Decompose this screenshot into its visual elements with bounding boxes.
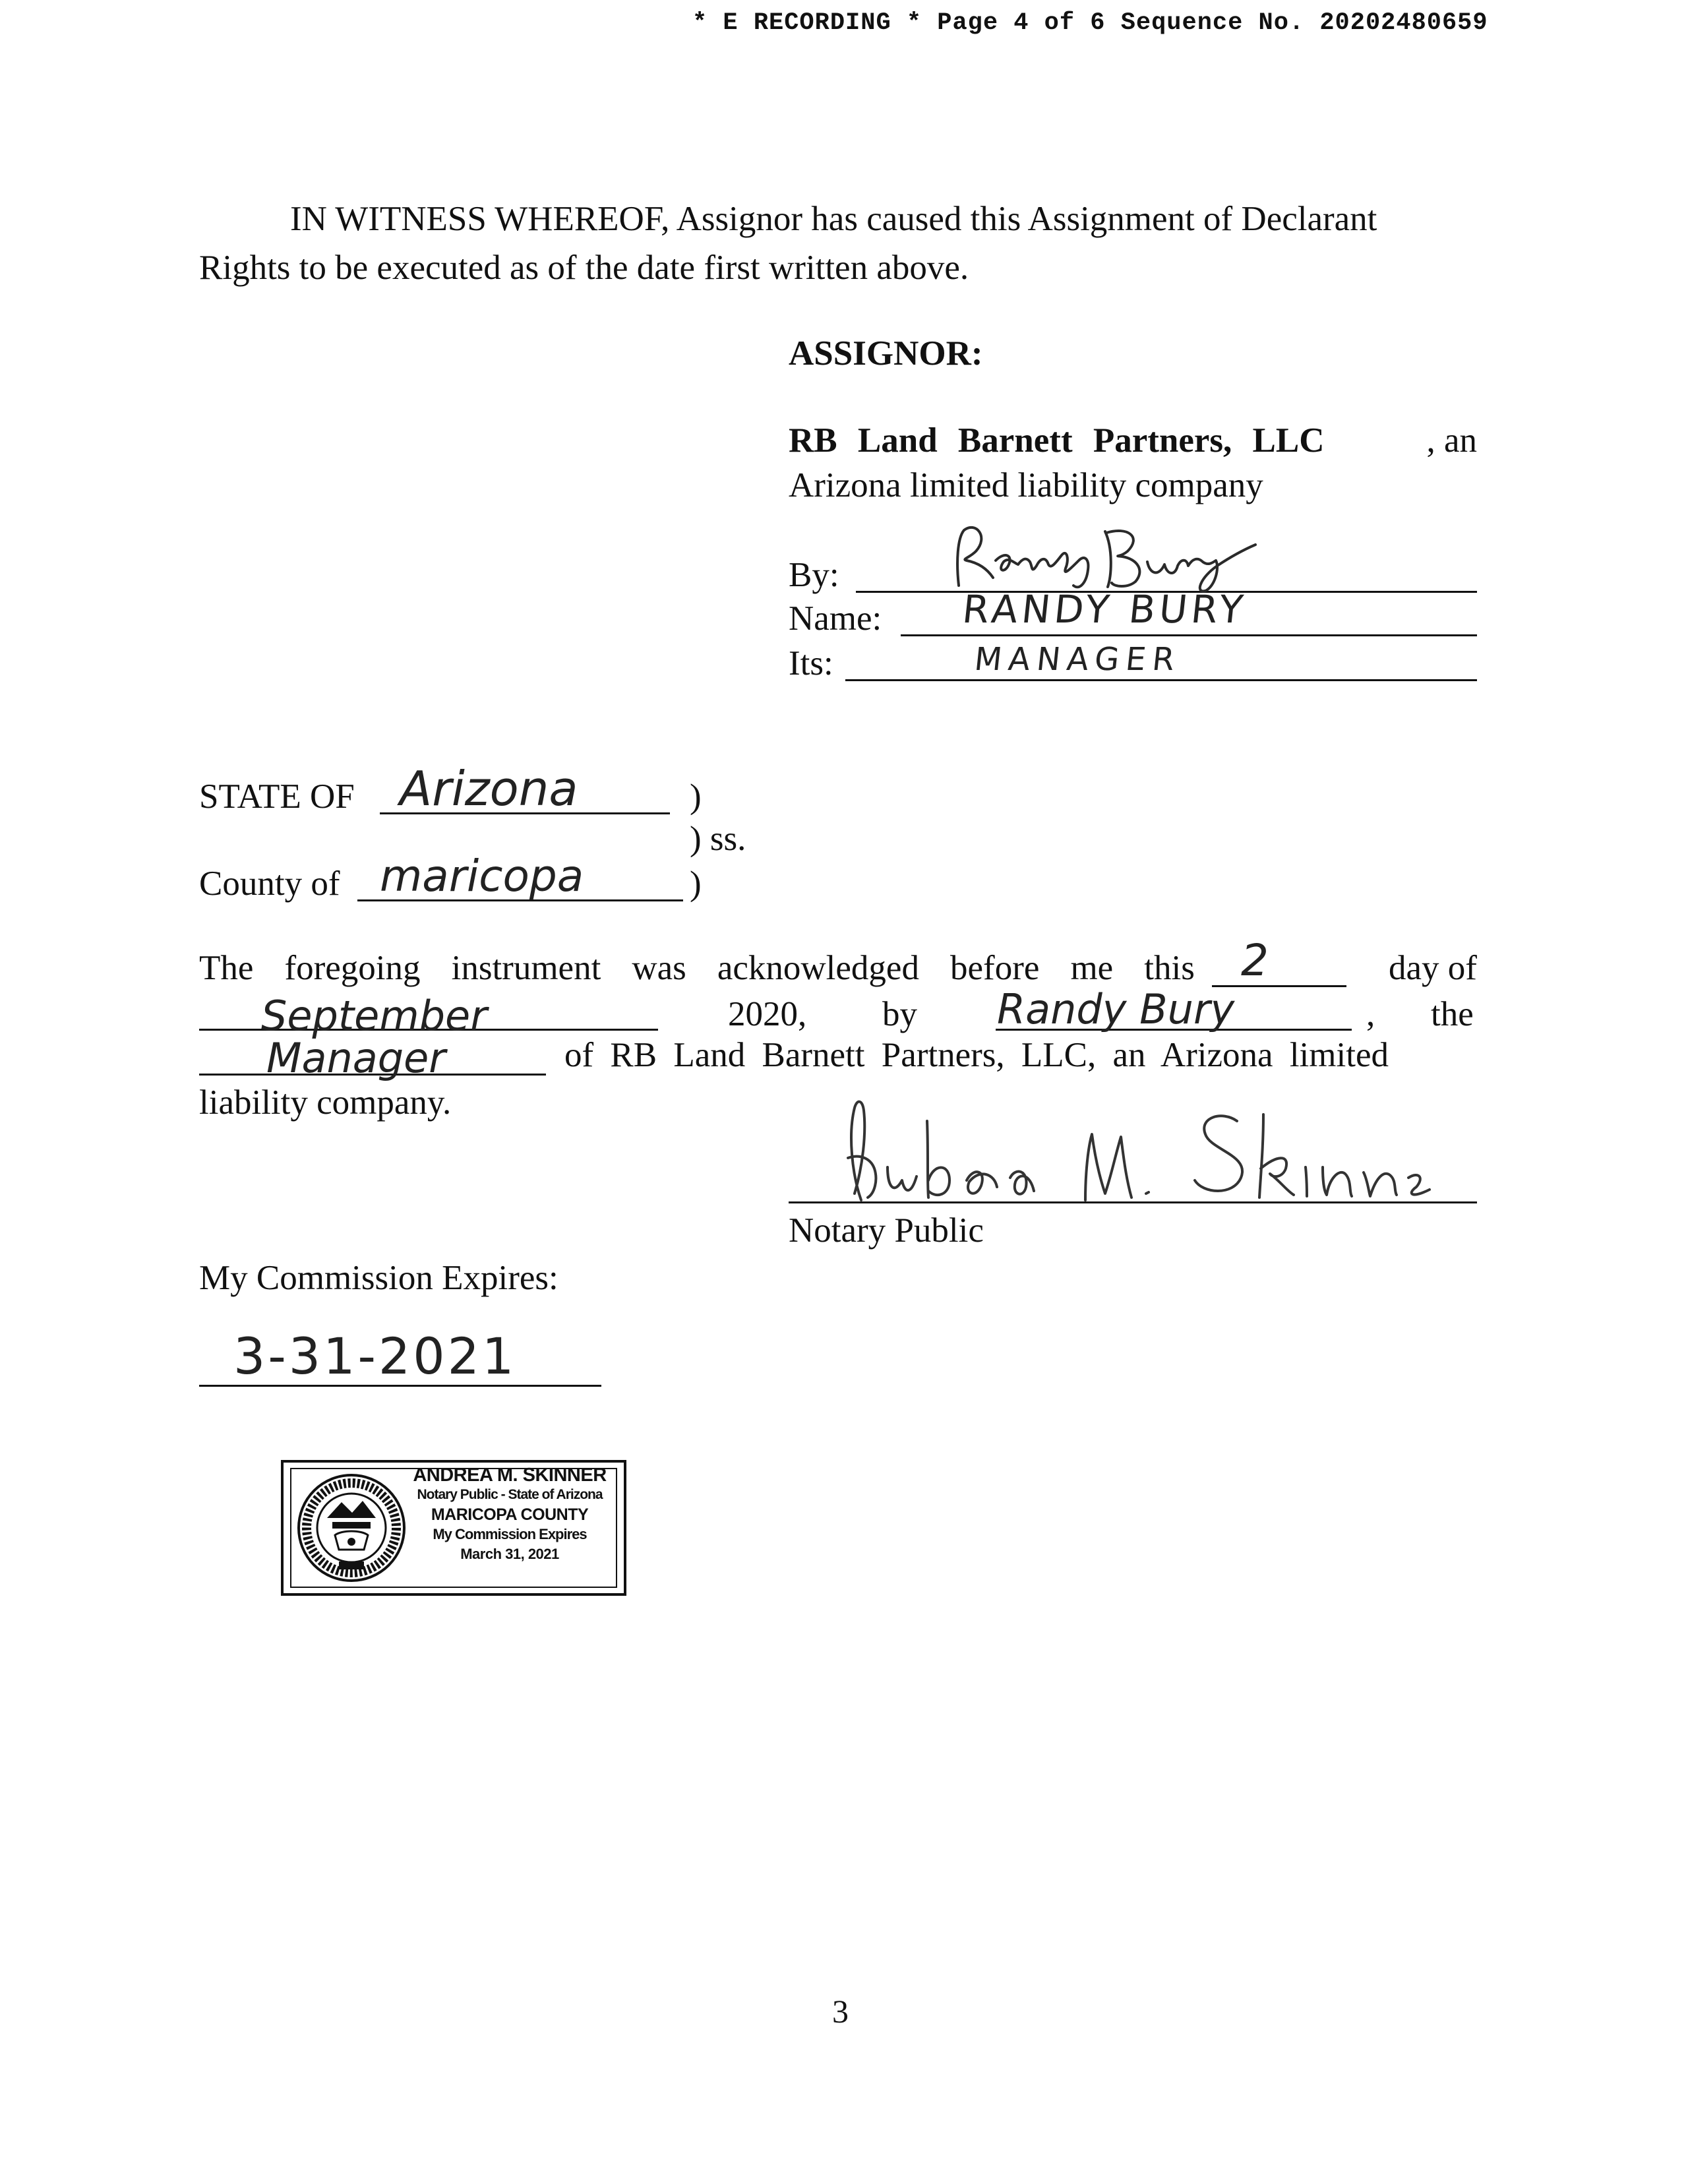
county-handwritten: maricopa (380, 851, 584, 901)
notary-public-label: Notary Public (789, 1211, 984, 1250)
assignor-heading: ASSIGNOR: (789, 334, 983, 373)
comma: , (1366, 995, 1375, 1033)
ack-word: foregoing (284, 949, 421, 987)
ack-word: The (199, 949, 254, 987)
county-label: County of (199, 864, 340, 903)
stamp-text-block (401, 1465, 618, 1564)
commission-label: My Commission Expires: (199, 1259, 558, 1297)
ack-word: acknowledged (717, 949, 919, 987)
county-paren: ) (690, 864, 702, 903)
stamp-name: ANDREA M. SKINNER (413, 1465, 607, 1486)
by-word: by (882, 995, 917, 1033)
name-line (901, 634, 1477, 636)
name-handwritten: RANDY BURY (960, 587, 1250, 632)
by-signature (950, 522, 1259, 595)
notary-signature (828, 1095, 1435, 1207)
ack-line-3 (564, 1035, 1477, 1080)
signer-handwritten: Randy Bury (997, 985, 1235, 1033)
ack-line-4: liability company. (199, 1083, 452, 1122)
its-label: Its: (789, 644, 833, 682)
notary-stamp (281, 1460, 626, 1596)
name-label: Name: (789, 599, 882, 638)
witness-line-2: Rights to be executed as of the date first written above. (199, 249, 969, 287)
page-number: 3 (832, 1993, 849, 2030)
ss-label: ) ss. (690, 820, 746, 858)
title-handwritten: Manager (266, 1034, 446, 1082)
its-line (845, 679, 1477, 681)
the-word: the (1431, 995, 1474, 1033)
stamp-line-3: MARICOPA COUNTY (431, 1505, 589, 1524)
day-of-label: day of (1388, 949, 1477, 987)
entity-suffix: , an (1426, 421, 1477, 460)
ack-word: this (1144, 949, 1195, 987)
recording-header: * E RECORDING * Page 4 of 6 Sequence No. 20202480659 (692, 9, 1488, 37)
state-paren: ) (690, 777, 702, 816)
ack-word: me (1070, 949, 1114, 987)
arizona-seal-icon (295, 1472, 407, 1584)
of-rb-text: of RB Land Barnett Partners, LLC, an Arizona limited (564, 1036, 1389, 1074)
witness-line-1: IN WITNESS WHEREOF, Assignor has caused this Assignment of Declarant (290, 200, 1377, 238)
day-handwritten: 2 (1241, 935, 1269, 986)
stamp-line-2: Notary Public - State of Arizona (417, 1487, 603, 1502)
its-handwritten: MANAGER (973, 641, 1183, 678)
state-handwritten: Arizona (400, 761, 578, 816)
assignor-entity-line (789, 418, 1477, 463)
year-text: 2020, (728, 995, 807, 1033)
commission-handwritten: 3-31-2021 (233, 1327, 517, 1385)
state-label: STATE OF (199, 777, 355, 816)
ack-word: instrument (451, 949, 601, 987)
stamp-line-4: My Commission Expires (433, 1526, 587, 1542)
stamp-line-5: March 31, 2021 (460, 1546, 559, 1562)
ack-word: was (632, 949, 686, 987)
entity-name: RB Land Barnett Partners, LLC (789, 421, 1325, 460)
month-handwritten: September (261, 992, 487, 1040)
by-label: By: (789, 556, 839, 594)
ack-word: before (950, 949, 1040, 987)
entity-line-2: Arizona limited liability company (789, 466, 1263, 504)
